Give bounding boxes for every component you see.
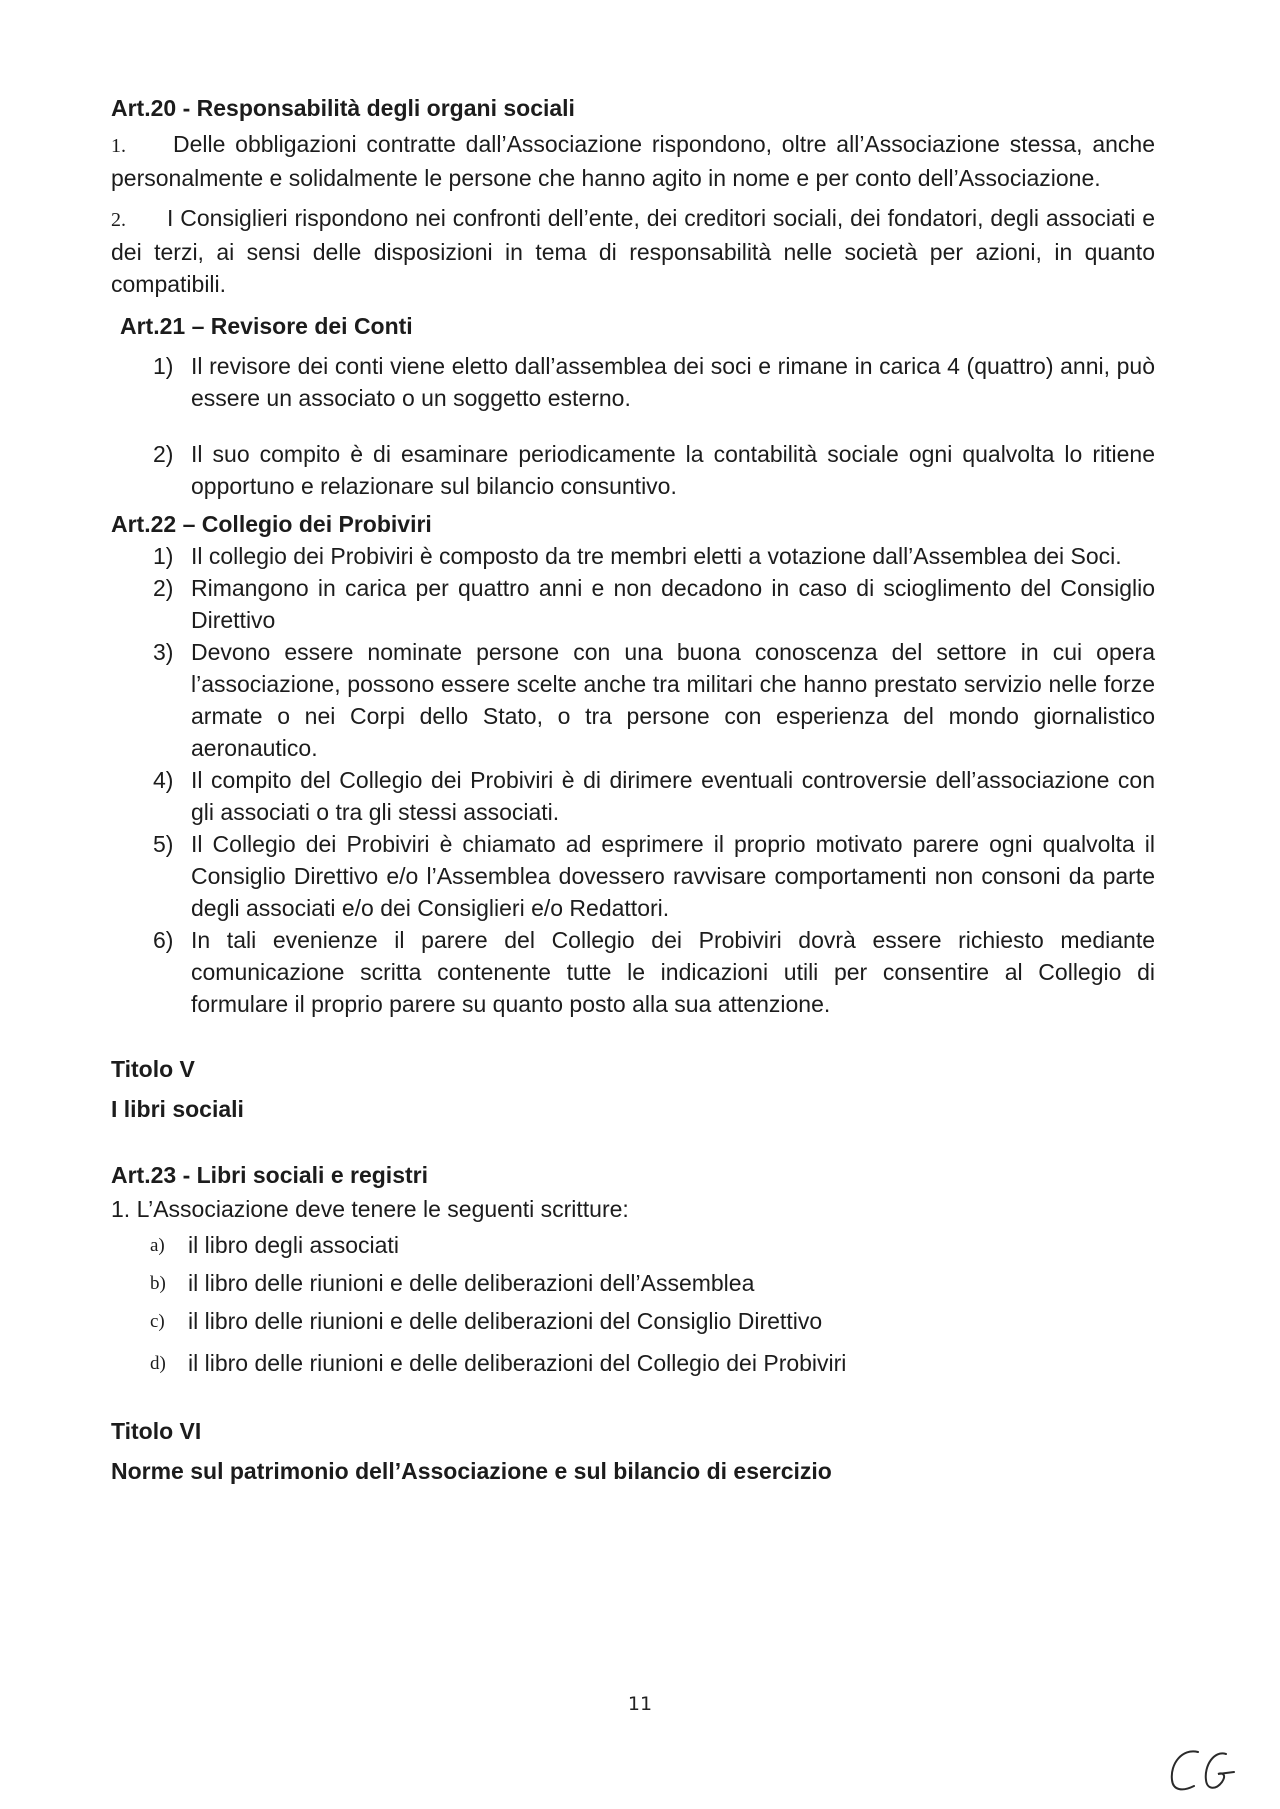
art21-list [111, 350, 1155, 502]
list-marker: d) [150, 1353, 166, 1374]
art23-item-b [111, 1267, 1155, 1299]
list-item-text: il libro delle riunioni e delle deliberazioni dell’Assemblea [188, 1270, 755, 1296]
art22-item-5 [111, 828, 1155, 924]
art22-heading: Art.22 – Collegio dei Probiviri [111, 511, 432, 537]
art20-paragraph-2 [111, 202, 1155, 300]
art20-paragraph-1-text: Delle obbligazioni contratte dall’Associazione rispondono, oltre all’Associazione stessa, anche personalmente e solidalmente le persone che hanno agito in nome e per conto dell’Associazione. [111, 131, 1155, 191]
list-item-text: Rimangono in carica per quattro anni e non decadono in caso di scioglimento del Consiglio Direttivo [191, 575, 1155, 633]
art20-paragraph-2-text: I Consiglieri rispondono nei confronti dell’ente, dei creditori sociali, dei fondatori, degli associati e dei terzi, ai sensi delle disposizioni in tema di responsabilità nelle società per azioni, in quanto compatibili. [111, 205, 1155, 297]
list-item-text: In tali evenienze il parere del Collegio dei Probiviri dovrà essere richiesto mediante comunicazione scritta contenente tutte le indicazioni utili per consentire al Collegio di formulare il proprio parere su quanto posto alla sua attenzione. [191, 927, 1155, 1017]
art23-intro: 1. L’Associazione deve tenere le seguenti scritture: [111, 1196, 629, 1222]
art20-paragraph-1-number: 1. [111, 135, 126, 157]
list-marker: 1) [153, 543, 174, 569]
art20-paragraph-1 [111, 128, 1155, 194]
art20-paragraph-2-number: 2. [111, 209, 126, 231]
list-marker: a) [150, 1235, 165, 1256]
titolo-vi-label: Titolo VI [111, 1418, 202, 1444]
list-item-text: il libro delle riunioni e delle deliberazioni del Consiglio Direttivo [188, 1308, 823, 1334]
art23-item-c [111, 1305, 1155, 1337]
list-item-text: il libro delle riunioni e delle deliberazioni del Collegio dei Probiviri [188, 1350, 847, 1376]
art22-item-1 [111, 540, 1155, 572]
list-item-text: il libro degli associati [188, 1232, 399, 1258]
list-marker: 1) [153, 353, 174, 379]
handwritten-initials [1160, 1740, 1250, 1800]
list-item-text: Il compito del Collegio dei Probiviri è di dirimere eventuali controversie dell’associazione con gli associati o tra gli stessi associati. [191, 767, 1155, 825]
list-marker: 6) [153, 927, 174, 953]
art22-item-4 [111, 764, 1155, 828]
art22-item-2 [111, 572, 1155, 636]
list-marker: 3) [153, 639, 174, 665]
art23-heading: Art.23 - Libri sociali e registri [111, 1162, 428, 1188]
art22-list [111, 540, 1155, 1020]
titolo-v-subtitle: I libri sociali [111, 1096, 244, 1122]
page-number: 11 [627, 1693, 653, 1715]
list-marker: c) [150, 1311, 165, 1332]
art22-item-6 [111, 924, 1155, 1020]
art23-list [111, 1229, 1155, 1379]
art23-item-a [111, 1229, 1155, 1261]
list-marker: 2) [153, 441, 174, 467]
list-marker: 5) [153, 831, 174, 857]
art22-item-3 [111, 636, 1155, 764]
art21-item-2 [111, 438, 1155, 502]
art21-heading: Art.21 – Revisore dei Conti [120, 313, 413, 339]
list-marker: 4) [153, 767, 174, 793]
list-marker: b) [150, 1273, 166, 1294]
list-item-text: Il revisore dei conti viene eletto dall’assemblea dei soci e rimane in carica 4 (quattro) anni, può essere un associato o un soggetto esterno. [191, 353, 1155, 411]
art20-heading: Art.20 - Responsabilità degli organi sociali [111, 95, 575, 121]
list-item-text: Il suo compito è di esaminare periodicamente la contabilità sociale ogni qualvolta lo ritiene opportuno e relazionare sul bilancio consuntivo. [191, 441, 1155, 499]
list-item-text: Devono essere nominate persone con una buona conoscenza del settore in cui opera l’associazione, possono essere scelte anche tra militari che hanno prestato servizio nelle forze armate o nei Corpi dello Stato, o tra persone con esperienza del mondo giornalistico aeronautico. [191, 639, 1155, 761]
list-item-text: Il Collegio dei Probiviri è chiamato ad esprimere il proprio motivato parere ogni qualvolta il Consiglio Direttivo e/o l’Assemblea dovessero ravvisare comportamenti non consoni da parte degli associati e/o dei Consiglieri e/o Redattori. [191, 831, 1155, 921]
art23-item-d [111, 1347, 1155, 1379]
titolo-v-label: Titolo V [111, 1056, 195, 1082]
list-item-text: Il collegio dei Probiviri è composto da tre membri eletti a votazione dall’Assemblea dei Soci. [191, 543, 1122, 569]
page-content [111, 92, 1155, 1487]
list-marker: 2) [153, 575, 174, 601]
titolo-vi-subtitle: Norme sul patrimonio dell’Associazione e sul bilancio di esercizio [111, 1458, 832, 1484]
art21-item-1 [111, 350, 1155, 414]
